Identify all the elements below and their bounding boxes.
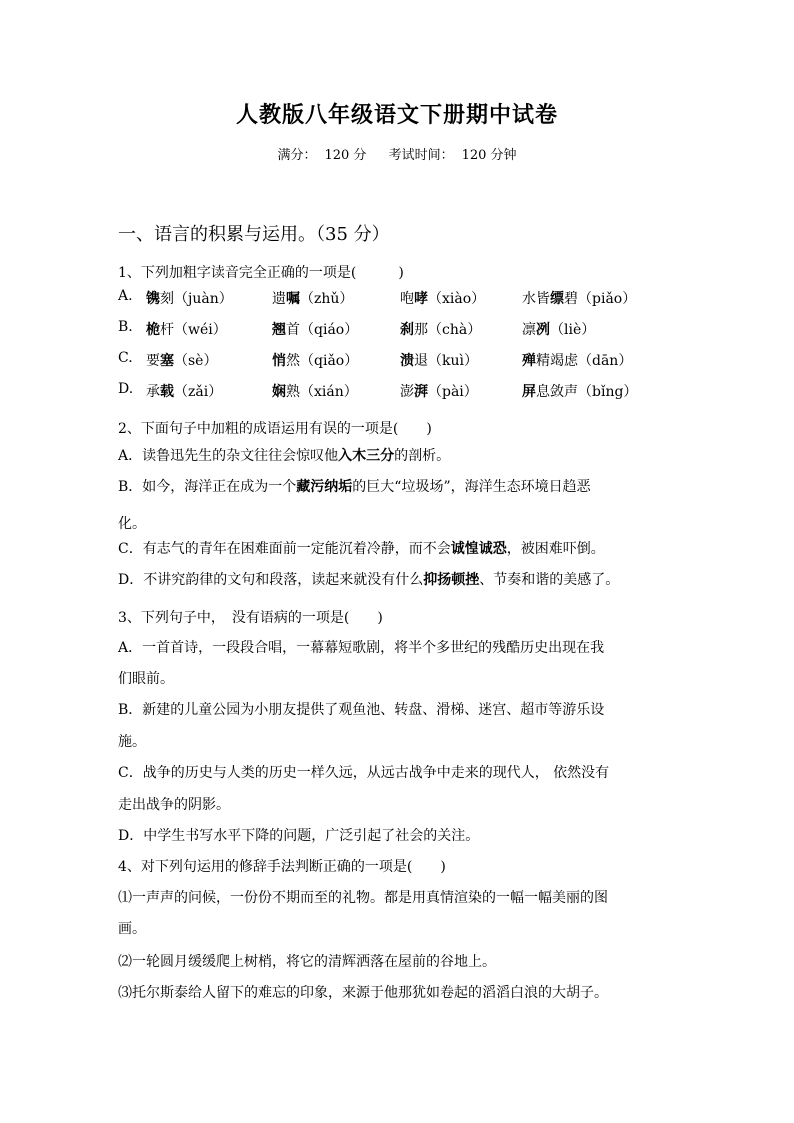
page-title: 人教版八年级语文下册期中试卷 bbox=[235, 102, 558, 128]
q2-stem: 2、下面句子中加粗的成语运用有误的一项是( ) bbox=[118, 421, 432, 437]
option-item: 悄然（qiǎo） bbox=[272, 353, 359, 369]
q3-line: D．中学生书写水平下降的问题，广泛引起了社会的关注。 bbox=[118, 828, 480, 844]
option-item: 屏息敛声（bǐng） bbox=[522, 384, 638, 400]
option-label: D. bbox=[118, 381, 134, 397]
option-item: 镌刻（juàn） bbox=[146, 291, 233, 307]
option-item: 殚精竭虑（dān） bbox=[522, 353, 633, 369]
option-item: 承载（zǎi） bbox=[146, 384, 223, 400]
q3-line: 施。 bbox=[118, 734, 146, 750]
q2-option-c: C．有志气的青年在困难面前一定能沉着冷静，而不会诚惶诚恐，被困难吓倒。 bbox=[118, 541, 605, 557]
q3-line: B．新建的儿童公园为小朋友提供了观鱼池、转盘、滑梯、迷宫、超市等游乐设 bbox=[118, 702, 605, 718]
q2-option-b-cont: 化。 bbox=[118, 516, 146, 532]
q4-stem: 4、对下列句运用的修辞手法判断正确的一项是( ) bbox=[118, 859, 446, 875]
q4-line: ⑴一声声的问候，一份份不期而至的礼物。都是用真情渲染的一幅一幅美丽的图 bbox=[118, 890, 608, 906]
option-item: 翘首（qiáo） bbox=[272, 322, 359, 338]
q1-stem: 1、下列加粗字读音完全正确的一项是( ) bbox=[118, 265, 404, 281]
option-item: 澎湃（pài） bbox=[400, 384, 478, 400]
q4-line: ⑶托尔斯泰给人留下的难忘的印象，来源于他那犹如卷起的滔滔白浪的大胡子。 bbox=[118, 985, 608, 1001]
option-item: 溃退（kuì） bbox=[400, 353, 478, 369]
option-label: C. bbox=[118, 350, 133, 366]
score-label: 满分： bbox=[277, 148, 317, 163]
q2-option-b: B．如今，海洋正在成为一个藏污纳垢的巨大“垃圾场”，海洋生态环境日趋恶 bbox=[118, 479, 591, 495]
q2-option-a: A．读鲁迅先生的杂文往往会惊叹他入木三分的剖析。 bbox=[118, 448, 451, 464]
option-item: 凛冽（liè） bbox=[522, 322, 596, 338]
q4-line: ⑵一轮圆月缓缓爬上树梢，将它的清辉洒落在屋前的谷地上。 bbox=[118, 954, 496, 970]
option-item: 水皆缥碧（piǎo） bbox=[522, 291, 637, 307]
option-label: B. bbox=[118, 319, 133, 335]
score-value: 120 分 bbox=[324, 148, 367, 163]
time-value: 120 分钟 bbox=[461, 148, 517, 163]
option-item: 桅杆（wéi） bbox=[146, 322, 227, 338]
q3-line: 走出战争的阴影。 bbox=[118, 797, 230, 813]
option-item: 咆哮（xiào） bbox=[400, 291, 486, 307]
option-item: 要塞（sè） bbox=[146, 353, 218, 369]
exam-info bbox=[0, 144, 794, 163]
q3-line: C．战争的历史与人类的历史一样久远，从远古战争中走来的现代人， 依然没有 bbox=[118, 765, 610, 781]
option-label: A. bbox=[118, 288, 133, 304]
q3-line: 们眼前。 bbox=[118, 671, 174, 687]
section-heading: 一、语言的积累与运用。（35 分） bbox=[118, 224, 390, 245]
q4-line: 画。 bbox=[118, 921, 146, 937]
option-item: 娴熟（xián） bbox=[272, 384, 358, 400]
q2-option-d: D．不讲究韵律的文句和段落，读起来就没有什么抑扬顿挫、节奏和谐的美感了。 bbox=[118, 572, 620, 588]
option-item: 遗嘱（zhǔ） bbox=[272, 291, 354, 307]
option-item: 刹那（chà） bbox=[400, 322, 482, 338]
q3-stem: 3、下列句子中， 没有语病的一项是( ) bbox=[118, 610, 383, 626]
q3-line: A．一首首诗，一段段合唱，一幕幕短歌剧，将半个多世纪的残酷历史出现在我 bbox=[118, 640, 605, 656]
time-label: 考试时间： bbox=[388, 148, 454, 163]
